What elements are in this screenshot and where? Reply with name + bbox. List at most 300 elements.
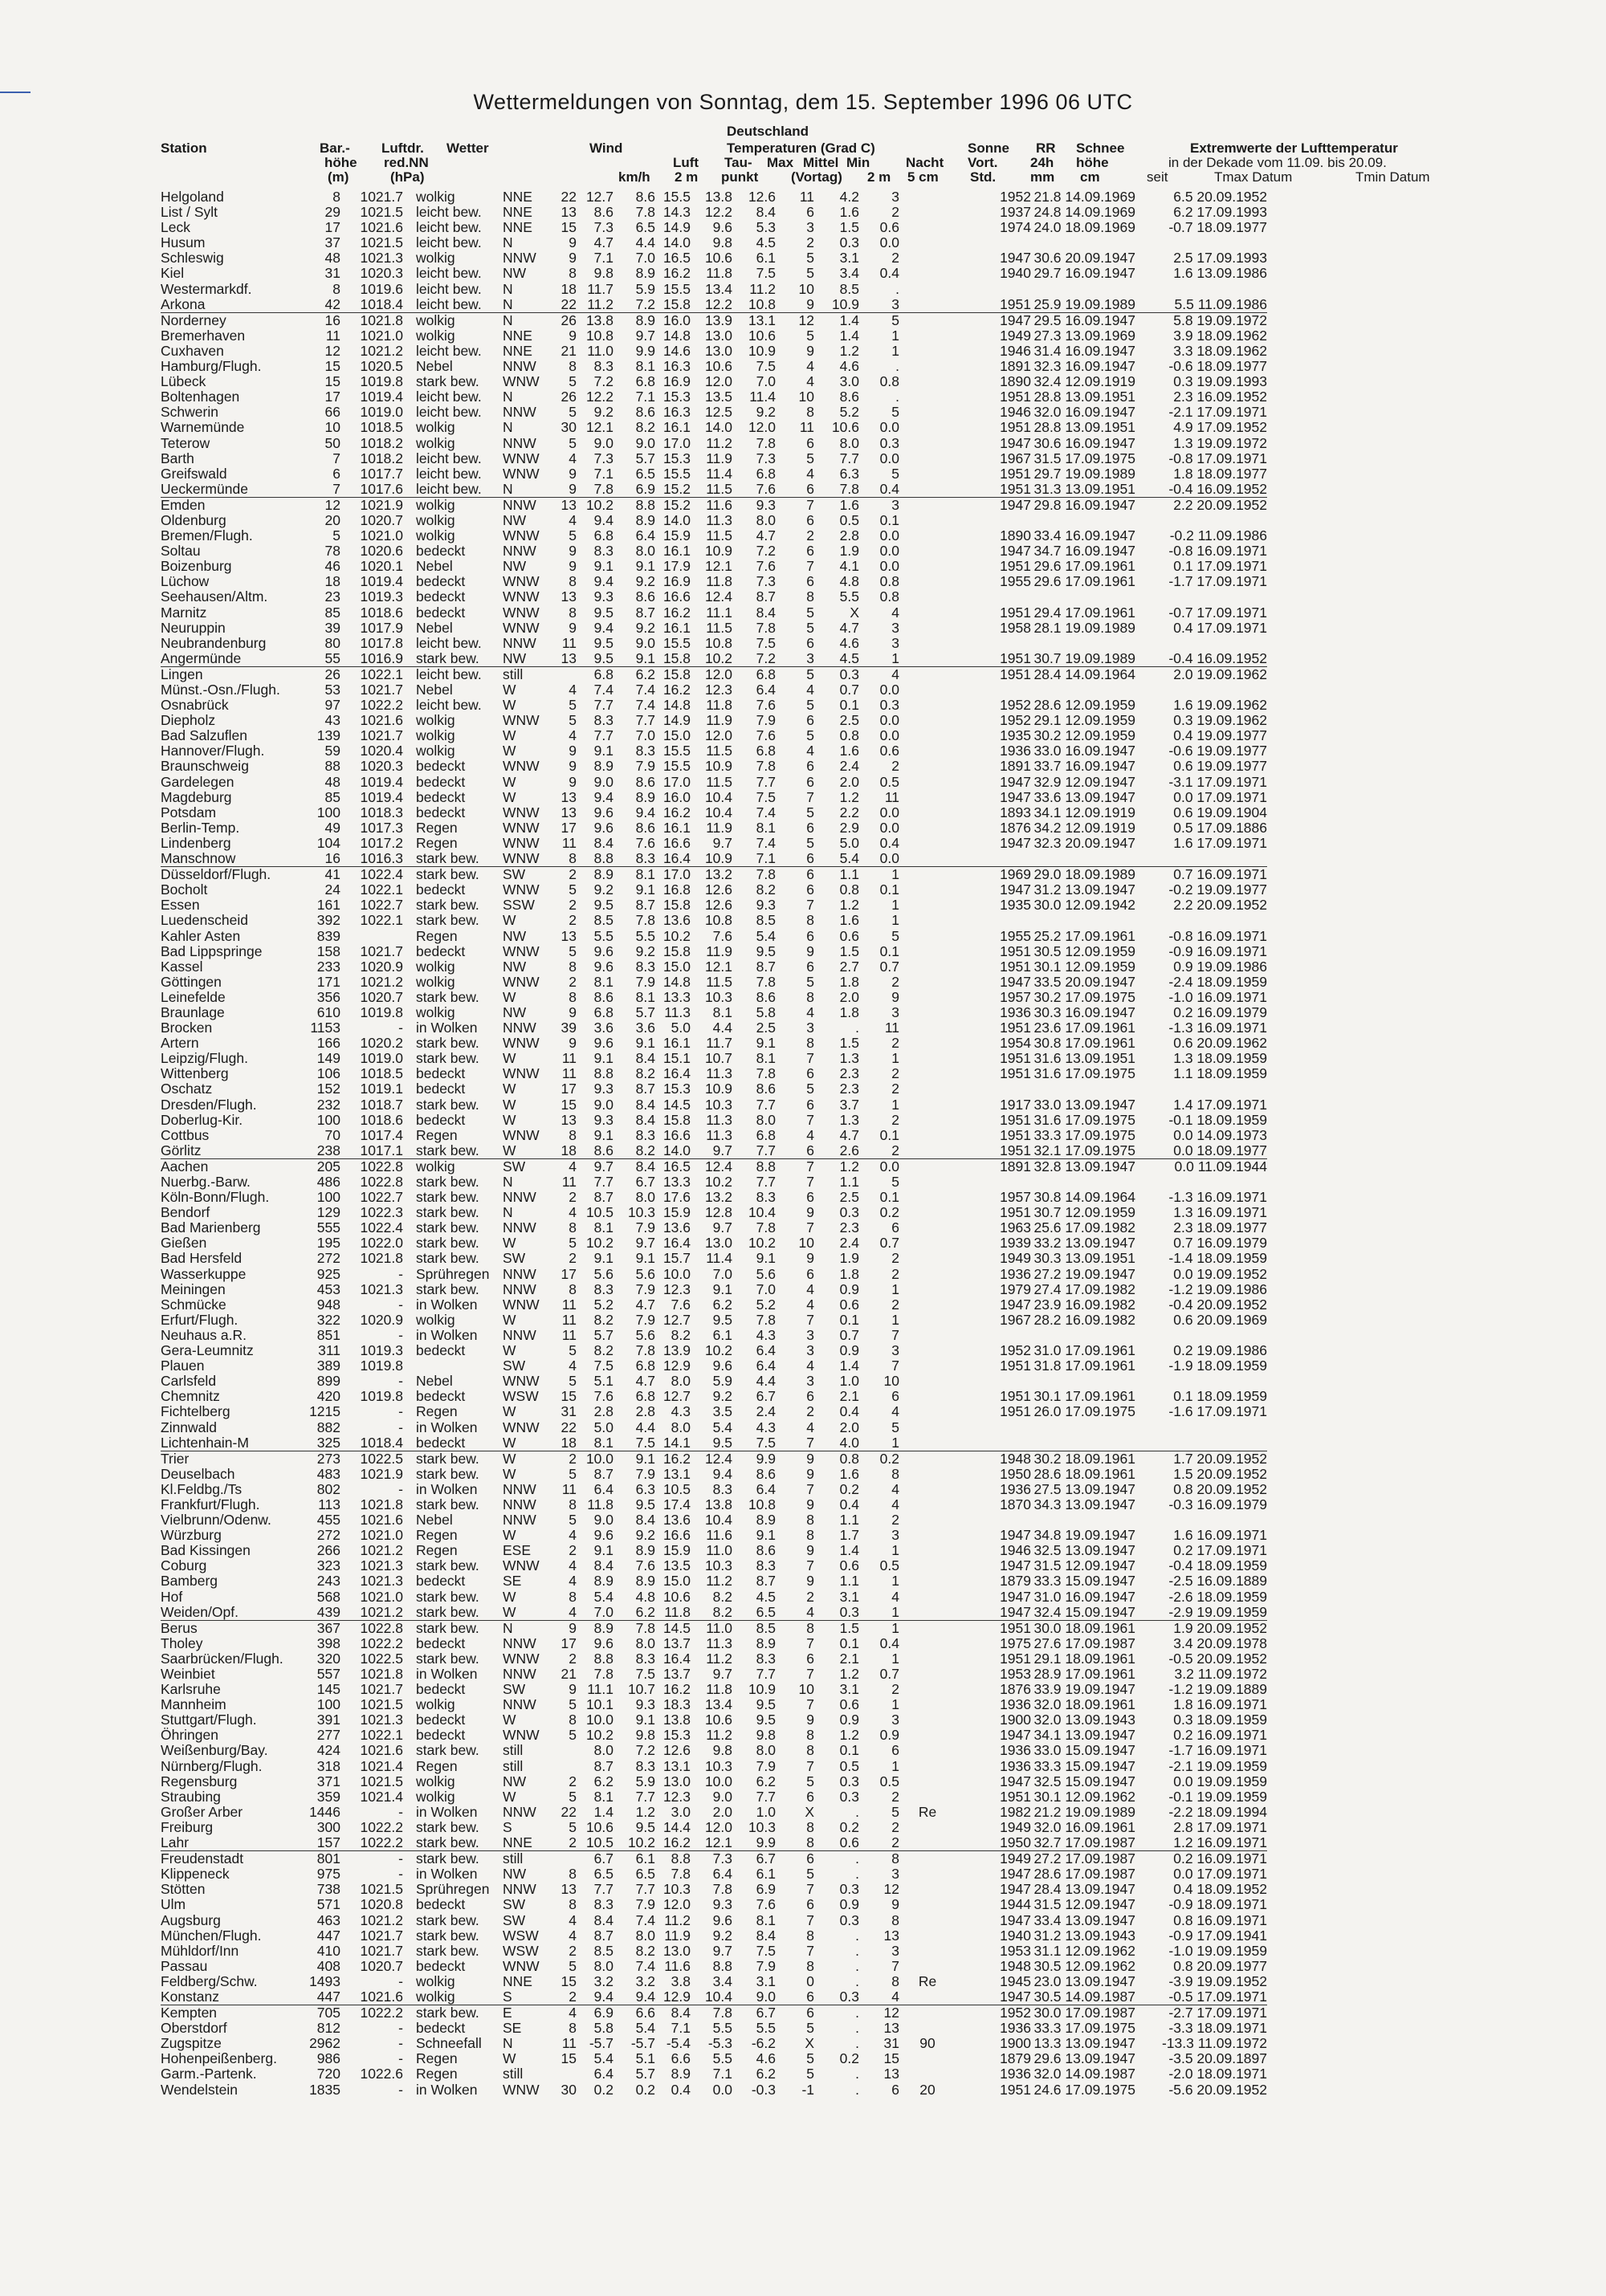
cell-tmax-date	[1031, 589, 1135, 605]
cell-station: Gera-Leumnitz	[161, 1342, 254, 1359]
cell-tmin-date: -2.5 16.09.1889	[1168, 1573, 1267, 1590]
cell-tmin-date: 1.1 18.09.1959	[1173, 1065, 1267, 1082]
cell-snow	[899, 1944, 956, 1959]
cell-weather: wolkig	[416, 327, 455, 344]
cell-temp-max: 16.2	[662, 804, 691, 820]
cell-temp-night: 9	[806, 1204, 814, 1221]
cell-tmin-date: -2.1 19.09.1959	[1168, 1757, 1267, 1774]
cell-tmin-date: -0.6 19.09.1977	[1168, 743, 1267, 759]
cell-temp-max: 12.7	[662, 1388, 691, 1405]
cell-weather: leicht bew.	[416, 342, 482, 359]
cell-precip: 4	[891, 604, 899, 621]
cell-dew-point: 6.8	[635, 1388, 655, 1405]
table-row	[161, 2082, 1267, 2098]
cell-precip: 5	[891, 465, 899, 482]
cell-temp-air: 8.7	[593, 1927, 613, 1944]
cell-tmin-date: -1.0 16.09.1971	[1168, 988, 1267, 1005]
cell-since	[956, 1374, 1031, 1389]
cell-temp-night: 5	[806, 1866, 814, 1883]
cell-bar-height: 300	[316, 1818, 340, 1835]
cell-temp-air: 9.4	[593, 511, 613, 528]
cell-tmin-date: -0.2 11.09.1986	[1169, 527, 1267, 544]
cell-since: 1952	[1000, 712, 1031, 729]
cell-wind-speed: 4	[569, 1527, 577, 1544]
cell-temp-night: 5	[806, 1773, 814, 1789]
cell-temp-max: 15.2	[655, 497, 691, 513]
cell-temp-night: 7	[806, 1434, 814, 1451]
cell-tmax-date: 28.8 13.09.1951	[1033, 419, 1135, 436]
cell-tmax-date: 32.3 16.09.1947	[1033, 358, 1135, 375]
cell-tmin-date: -3.3 18.09.1971	[1168, 2020, 1267, 2037]
cell-wind-speed: 2	[569, 1189, 577, 1206]
cell-precip: 6	[891, 1388, 899, 1405]
cell-wind-dir: NNW	[503, 543, 536, 560]
cell-tmin-date: -0.4 20.09.1952	[1168, 1296, 1267, 1313]
cell-weather: bedeckt	[416, 1727, 466, 1744]
cell-tmax-date: 33.3 17.09.1975	[1033, 2020, 1135, 2037]
cell-snow	[899, 405, 956, 420]
cell-bar-height: 205	[284, 1158, 340, 1174]
cell-weather: wolkig	[416, 527, 455, 544]
cell-snow	[899, 1820, 956, 1835]
cell-dew-point: 8.2	[635, 1142, 655, 1158]
cell-wind-dir: WSW	[503, 1942, 539, 1959]
cell-tmin-date: -1.3 16.09.1971	[1168, 1189, 1267, 1206]
cell-dew-point: 5.9	[635, 1773, 655, 1789]
table-row	[161, 1851, 1267, 1867]
cell-temp-min: 7.7	[756, 1788, 776, 1805]
cell-temp-max: 13.8	[662, 1712, 691, 1728]
cell-pressure: -	[398, 1373, 403, 1390]
cell-station: Plauen	[161, 1358, 205, 1374]
cell-temp-air: 0.2	[593, 2081, 613, 2098]
cell-temp-night: X	[805, 2035, 814, 2052]
cell-pressure: 1021.5	[360, 204, 403, 221]
cell-temp-max: 14.8	[662, 697, 691, 714]
cell-station: Bad Salzuflen	[161, 727, 247, 744]
cell-temp-air: 12.1	[585, 419, 613, 436]
cell-snow	[899, 282, 956, 297]
cell-temp-night: 5	[806, 604, 814, 621]
cell-temp-max: 15.1	[662, 1050, 691, 1067]
cell-temp-mean: 9.8	[712, 1742, 732, 1759]
cell-tmin-date	[1135, 513, 1267, 528]
cell-temp-night: 3	[806, 1020, 814, 1036]
cell-station: Lingen	[161, 666, 284, 682]
cell-tmin-date: 0.2 17.09.1971	[1173, 1542, 1267, 1559]
table-row	[161, 250, 1267, 266]
cell-temp-air: 7.0	[593, 1603, 613, 1620]
table-row	[161, 975, 1267, 990]
cell-wind-dir: N	[503, 280, 513, 297]
cell-pressure: 1020.7	[360, 511, 403, 528]
cell-snow	[899, 1282, 956, 1297]
cell-temp-air: 11.2	[587, 295, 613, 312]
cell-bar-height: 49	[324, 819, 340, 836]
cell-tmax-date: 32.0 13.09.1943	[1033, 1712, 1135, 1728]
cell-temp-air: 8.0	[593, 1957, 613, 1974]
cell-snow	[899, 1005, 956, 1020]
cell-wind-dir: NNW	[503, 1803, 536, 1820]
cell-dew-point: 7.7	[635, 712, 655, 729]
cell-dew-point: 6.8	[635, 1358, 655, 1374]
header-rr-1: RR	[1036, 140, 1056, 156]
cell-weather: stark bew.	[416, 1189, 479, 1206]
cell-temp-mean: 11.0	[691, 1620, 732, 1636]
cell-temp-max: 3.8	[671, 1972, 691, 1989]
cell-pressure: 1021.5	[360, 1881, 403, 1898]
cell-temp-night: 6	[806, 573, 814, 590]
cell-since: 1951	[1000, 295, 1031, 312]
cell-dew-point: 7.8	[635, 912, 655, 929]
cell-sunshine: 2.0	[839, 1419, 859, 1435]
cell-sunshine: 5.0	[839, 834, 859, 851]
cell-station: Stuttgart/Flugh.	[161, 1712, 257, 1728]
cell-wind-speed: 8	[569, 1866, 577, 1883]
cell-precip: 1	[891, 1434, 899, 1451]
cell-temp-min: 7.2	[756, 649, 776, 666]
table-row	[161, 1590, 1267, 1605]
cell-station: Wittenberg	[161, 1065, 229, 1082]
cell-temp-min: 7.6	[756, 480, 776, 497]
cell-wind-speed: 2	[569, 1650, 577, 1667]
cell-bar-height: 359	[316, 1788, 340, 1805]
cell-weather: wolkig	[416, 1788, 455, 1805]
cell-dew-point: 6.2	[635, 1603, 655, 1620]
cell-pressure: 1018.3	[360, 804, 403, 820]
cell-temp-max: 16.2	[655, 1451, 691, 1467]
cell-temp-mean: 6.2	[712, 1296, 732, 1313]
cell-weather: Regen	[416, 834, 458, 851]
header-rr-2: 24h	[1030, 155, 1054, 170]
cell-temp-mean: 9.2	[712, 1388, 732, 1405]
cell-precip: 11	[884, 788, 899, 805]
cell-snow	[899, 1128, 956, 1143]
cell-precip: 4	[891, 1480, 899, 1497]
cell-since	[956, 636, 1031, 651]
cell-station: Boizenburg	[161, 558, 232, 575]
cell-wind-speed: 2	[569, 897, 577, 914]
cell-bar-height: 925	[316, 1265, 340, 1282]
cell-precip: 3	[891, 1866, 899, 1883]
cell-temp-night: 5	[806, 727, 814, 744]
cell-pressure: -	[398, 2050, 403, 2067]
cell-station: Mannheim	[161, 1696, 226, 1713]
cell-sunshine: 2.9	[839, 819, 859, 836]
cell-station: Carlsfeld	[161, 1373, 217, 1390]
cell-wind-speed: 13	[560, 1881, 577, 1898]
cell-tmin-date: 0.8 20.09.1952	[1173, 1480, 1267, 1497]
cell-snow	[899, 220, 956, 235]
cell-sunshine: .	[855, 1957, 859, 1974]
cell-temp-mean: 11.6	[706, 1527, 732, 1544]
header-luftdr-2: red.NN	[384, 155, 429, 170]
cell-temp-mean: 11.4	[706, 1250, 732, 1267]
cell-snow	[899, 1867, 956, 1882]
cell-precip: 0.0	[879, 558, 899, 575]
cell-bar-height: 161	[316, 897, 340, 914]
cell-pressure: -	[398, 1866, 403, 1883]
table-row	[161, 1190, 1267, 1205]
cell-station: Osnabrück	[161, 697, 229, 714]
cell-snow	[899, 1051, 956, 1066]
cell-temp-night: 6	[806, 758, 814, 775]
cell-tmin-date: 0.2 16.09.1979	[1173, 1003, 1267, 1020]
cell-temp-max: 10.6	[662, 1588, 691, 1605]
cell-precip: 1	[891, 1542, 899, 1559]
cell-weather: stark bew.	[403, 867, 503, 883]
cell-station: Deuselbach	[161, 1465, 235, 1482]
cell-tmin-date: -2.0 18.09.1971	[1168, 2066, 1267, 2082]
cell-weather: bedeckt	[416, 881, 466, 898]
cell-temp-night: 5	[806, 265, 814, 282]
cell-temp-night: 4	[806, 465, 814, 482]
cell-temp-mean: 14.0	[704, 419, 732, 436]
cell-tmax-date	[1031, 913, 1135, 928]
cell-station: Bad Lippspringe	[161, 942, 263, 959]
cell-temp-mean: 9.5	[712, 1311, 732, 1328]
cell-temp-night: 7	[806, 1757, 814, 1774]
cell-since: 1891	[1000, 758, 1031, 775]
cell-since: 1936	[1000, 2066, 1031, 2082]
cell-pressure: 1017.4	[360, 1126, 403, 1143]
cell-tmax-date: 30.5 12.09.1959	[1033, 942, 1135, 959]
cell-temp-mean: 11.5	[706, 973, 732, 990]
table-row	[161, 1528, 1267, 1543]
cell-wind-speed: 11	[561, 1050, 577, 1067]
table-row	[161, 451, 1267, 466]
cell-tmin-date: 0.0 17.09.1971	[1173, 1866, 1267, 1883]
table-row	[161, 513, 1267, 528]
cell-since: 1949	[1000, 327, 1031, 344]
cell-wind-dir: WNW	[503, 450, 540, 466]
cell-temp-night: 7	[806, 1311, 814, 1328]
cell-sunshine: .	[855, 2066, 859, 2082]
cell-temp-night: 8	[776, 1620, 814, 1636]
cell-bar-height: 100	[316, 1696, 340, 1713]
cell-pressure: -	[398, 1296, 403, 1313]
cell-wind-speed: 26	[549, 312, 577, 328]
cell-weather: stark bew.	[416, 1250, 479, 1267]
cell-bar-height: 104	[316, 834, 340, 851]
cell-temp-min: 10.6	[748, 327, 776, 344]
cell-temp-air: 10.2	[585, 1727, 613, 1744]
cell-temp-mean: 10.2	[704, 1342, 732, 1359]
cell-weather: leicht bew.	[416, 280, 482, 297]
cell-sunshine: 0.7	[839, 1326, 859, 1343]
cell-temp-air: 8.3	[593, 712, 613, 729]
cell-temp-night: 2	[806, 527, 814, 544]
cell-temp-air: 8.2	[593, 1342, 613, 1359]
cell-temp-night: 5	[806, 450, 814, 466]
cell-pressure: 1020.3	[360, 265, 403, 282]
cell-snow	[899, 990, 956, 1005]
cell-pressure: 1016.9	[360, 649, 403, 666]
table-row	[161, 1759, 1267, 1774]
cell-bar-height: 100	[316, 804, 340, 820]
table-row	[161, 1020, 1267, 1036]
cell-snow	[899, 1205, 956, 1220]
cell-temp-min: 8.9	[756, 1512, 776, 1529]
cell-sunshine: 6.3	[839, 465, 859, 482]
cell-temp-mean: 2.0	[712, 1803, 732, 1820]
cell-dew-point: 8.1	[635, 988, 655, 1005]
cell-sunshine: 0.8	[839, 727, 859, 744]
table-row	[161, 374, 1267, 389]
cell-dew-point: 6.7	[635, 1174, 655, 1190]
cell-bar-height: 55	[324, 649, 340, 666]
cell-temp-max: 4.3	[671, 1403, 691, 1420]
cell-temp-mean: 13.9	[691, 312, 732, 328]
cell-tmax-date: 27.2 17.09.1987	[1031, 1851, 1135, 1867]
cell-wind-dir: W	[503, 1111, 516, 1128]
cell-snow	[899, 1036, 956, 1051]
cell-wind-dir: NW	[503, 958, 527, 975]
cell-snow	[899, 420, 956, 435]
cell-wind-dir: N	[503, 1204, 513, 1221]
cell-since: 1947	[1000, 1296, 1031, 1313]
cell-pressure: 1018.6	[360, 604, 403, 621]
cell-since: 1951	[956, 1620, 1031, 1636]
cell-tmin-date: 1.6 17.09.1971	[1173, 834, 1267, 851]
cell-bar-height: 5	[332, 527, 340, 544]
cell-temp-night: 6	[776, 2005, 814, 2021]
table-row	[161, 2005, 1267, 2021]
cell-pressure: 1018.4	[360, 295, 403, 312]
cell-sunshine: 3.1	[839, 1681, 859, 1698]
cell-temp-mean: 9.8	[712, 234, 732, 251]
cell-temp-max: 13.0	[662, 1773, 691, 1789]
cell-weather: Sprühregen	[416, 1265, 490, 1282]
cell-station: Oschatz	[161, 1081, 213, 1097]
cell-tmin-date: 0.9 19.09.1986	[1173, 958, 1267, 975]
cell-tmin-date: -0.1 18.09.1959	[1168, 1111, 1267, 1128]
cell-precip: 1	[891, 1757, 899, 1774]
cell-temp-mean: 9.3	[712, 1896, 732, 1913]
cell-dew-point: 8.0	[635, 543, 655, 560]
cell-sunshine: 0.3	[839, 1881, 859, 1898]
cell-sunshine: 0.7	[839, 682, 859, 698]
cell-precip: 0.1	[879, 881, 899, 898]
cell-station: Fichtelberg	[161, 1403, 230, 1420]
cell-temp-night: 4	[806, 358, 814, 375]
cell-tmax-date: 31.4 16.09.1947	[1033, 342, 1135, 359]
table-row	[161, 282, 1267, 297]
cell-wind-speed: 13	[560, 1111, 577, 1128]
table-row	[161, 1282, 1267, 1297]
cell-wind-dir: N	[503, 295, 513, 312]
cell-wind-dir: SW	[503, 1158, 549, 1174]
cell-weather: leicht bew.	[403, 666, 503, 682]
cell-temp-mean: 10.7	[704, 1050, 732, 1067]
cell-station: Weißenburg/Bay.	[161, 1742, 268, 1759]
cell-dew-point: 7.2	[635, 295, 655, 312]
table-row	[161, 1236, 1267, 1251]
cell-bar-height: 6	[332, 465, 340, 482]
cell-temp-mean: 9.7	[712, 1666, 732, 1682]
cell-temp-air: 12.7	[585, 189, 613, 205]
cell-bar-height: 129	[316, 1204, 340, 1221]
cell-pressure: 1022.1	[360, 881, 403, 898]
cell-weather: bedeckt	[416, 1388, 466, 1405]
table-row	[161, 1297, 1267, 1313]
cell-temp-air: 9.5	[593, 634, 613, 651]
cell-temp-night: 9	[806, 295, 814, 312]
cell-wind-dir: WNW	[503, 1035, 540, 1052]
table-row	[161, 1989, 1267, 2005]
cell-since: 1952	[956, 2005, 1031, 2021]
cell-temp-max: 12.9	[662, 1988, 691, 2005]
table-row	[161, 528, 1267, 543]
cell-since: 1917	[1000, 1096, 1031, 1113]
cell-pressure: 1018.2	[360, 434, 403, 451]
table-row	[161, 1497, 1267, 1512]
cell-temp-air: 10.0	[577, 1451, 613, 1467]
cell-weather: bedeckt	[416, 1434, 466, 1451]
cell-weather: leicht bew.	[416, 204, 482, 221]
cell-temp-night: 8	[806, 1818, 814, 1835]
cell-sunshine: 3.4	[839, 265, 859, 282]
table-row	[161, 851, 1267, 867]
cell-temp-min: 7.2	[756, 543, 776, 560]
cell-wind-dir: NNW	[503, 434, 536, 451]
cell-bar-height: 166	[316, 1035, 340, 1052]
table-row	[161, 1974, 1267, 1989]
cell-weather: stark bew.	[416, 1911, 479, 1928]
table-row	[161, 1928, 1267, 1944]
cell-wind-speed: 13	[560, 649, 577, 666]
cell-snow	[899, 805, 956, 820]
cell-precip: 2	[891, 204, 899, 221]
cell-temp-max: 15.0	[662, 727, 691, 744]
cell-temp-mean: 9.5	[712, 1434, 732, 1451]
cell-tmin-date: -0.7 18.09.1977	[1168, 219, 1267, 236]
cell-temp-max: 16.9	[662, 573, 691, 590]
cell-temp-mean: 11.5	[706, 773, 732, 790]
cell-tmax-date: 32.1 17.09.1975	[1033, 1142, 1135, 1158]
cell-wind-speed: 9	[569, 1681, 577, 1698]
cell-wind-dir: WNW	[503, 712, 540, 729]
cell-tmax-date: 27.6 17.09.1987	[1033, 1634, 1135, 1651]
cell-snow	[899, 344, 956, 359]
cell-since: 1950	[1000, 1465, 1031, 1482]
cell-temp-max: 16.3	[662, 358, 691, 375]
cell-station: Erfurt/Flugh.	[161, 1311, 238, 1328]
cell-since	[956, 1328, 1031, 1343]
cell-bar-height: 24	[324, 881, 340, 898]
cell-wind-speed: 5	[569, 527, 577, 544]
cell-tmax-date	[1031, 235, 1135, 250]
table-row	[161, 759, 1267, 774]
cell-tmin-date: -1.9 18.09.1959	[1168, 1358, 1267, 1374]
cell-wind-dir: ESE	[503, 1542, 532, 1559]
cell-temp-max: 15.9	[662, 1542, 691, 1559]
cell-wind-speed: 9	[569, 773, 577, 790]
cell-dew-point: 5.7	[635, 1003, 655, 1020]
cell-precip: 11	[884, 1020, 899, 1036]
cell-sunshine: 1.1	[839, 1573, 859, 1590]
cell-temp-air: 7.7	[593, 1174, 613, 1190]
cell-temp-max: 8.0	[671, 1373, 691, 1390]
cell-tmax-date: 25.2 17.09.1961	[1033, 927, 1135, 944]
cell-wind-dir: WSW	[503, 1927, 539, 1944]
cell-sunshine: 1.5	[814, 1620, 859, 1636]
cell-pressure: 1022.5	[340, 1451, 403, 1467]
cell-wind-dir: W	[503, 743, 516, 759]
cell-temp-max: 15.3	[662, 1727, 691, 1744]
cell-wind-dir: WNW	[503, 588, 540, 605]
cell-precip: 0.8	[879, 573, 899, 590]
